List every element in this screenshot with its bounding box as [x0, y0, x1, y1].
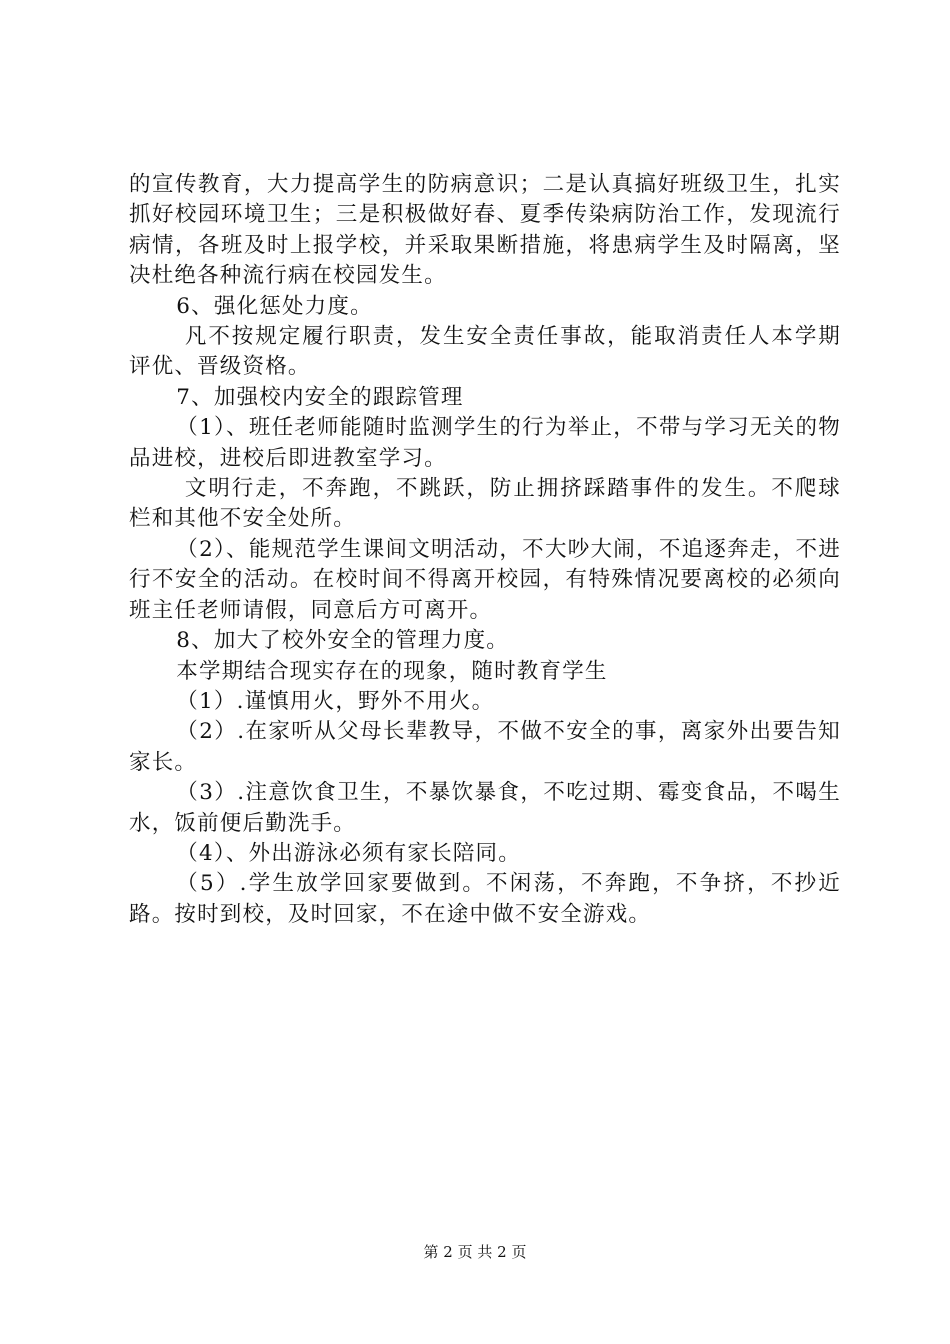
heading-item-7: 7、加强校内安全的跟踪管理: [176, 384, 464, 410]
paragraph-item-7-1: （1）、班任老师能随时监测学生的行为举止，不带与学习无关的物品进校，进校后即进教室学习。: [129, 415, 841, 471]
heading-item-8: 8、加大了校外安全的管理力度。: [176, 628, 509, 654]
paragraph-item-7-walk: 文明行走，不奔跑，不跳跃，防止拥挤踩踏事件的发生。不爬球栏和其他不安全处所。: [129, 476, 841, 532]
paragraph-item-7-2: （2）、能规范学生课间文明活动，不大吵大闹，不追逐奔走，不进行不安全的活动。在校时间不得离开校园，有特殊情况要离校的必须向班主任老师请假，同意后方可离开。: [129, 536, 841, 623]
paragraph-item-6-body: 凡不按规定履行职责，发生安全责任事故，能取消责任人本学期评优、晋级资格。: [129, 324, 841, 380]
paragraph-item-8-4: （4）、外出游泳必须有家长陪同。: [176, 840, 521, 866]
paragraph-item-8-2: （2）.在家听从父母长辈教导，不做不安全的事，离家外出要告知家长。: [129, 719, 841, 775]
page-number-footer: 第 2 页 共 2 页: [423, 1243, 527, 1261]
heading-item-6: 6、强化惩处力度。: [176, 293, 373, 319]
document-body: [129, 170, 841, 930]
paragraph-continuation: 的宣传教育，大力提高学生的防病意识；二是认真搞好班级卫生，扎实抓好校园环境卫生；三是积极做好春、夏季传染病防治工作，发现流行病情，各班及时上报学校，并采取果断措施，将患病学生及时隔离，坚决杜绝各种流行病在校园发生。: [129, 172, 841, 289]
paragraph-item-8-intro: 本学期结合现实存在的现象，随时教育学生: [176, 658, 608, 684]
paragraph-item-8-3: （3）.注意饮食卫生，不暴饮暴食，不吃过期、霉变食品，不喝生水，饭前便后勤洗手。: [129, 780, 841, 836]
paragraph-item-8-1: （1）.谨慎用火，野外不用火。: [176, 688, 495, 714]
paragraph-item-8-5: （5）.学生放学回家要做到。不闲荡，不奔跑，不争挤，不抄近路。按时到校，及时回家，不在途中做不安全游戏。: [129, 871, 841, 927]
